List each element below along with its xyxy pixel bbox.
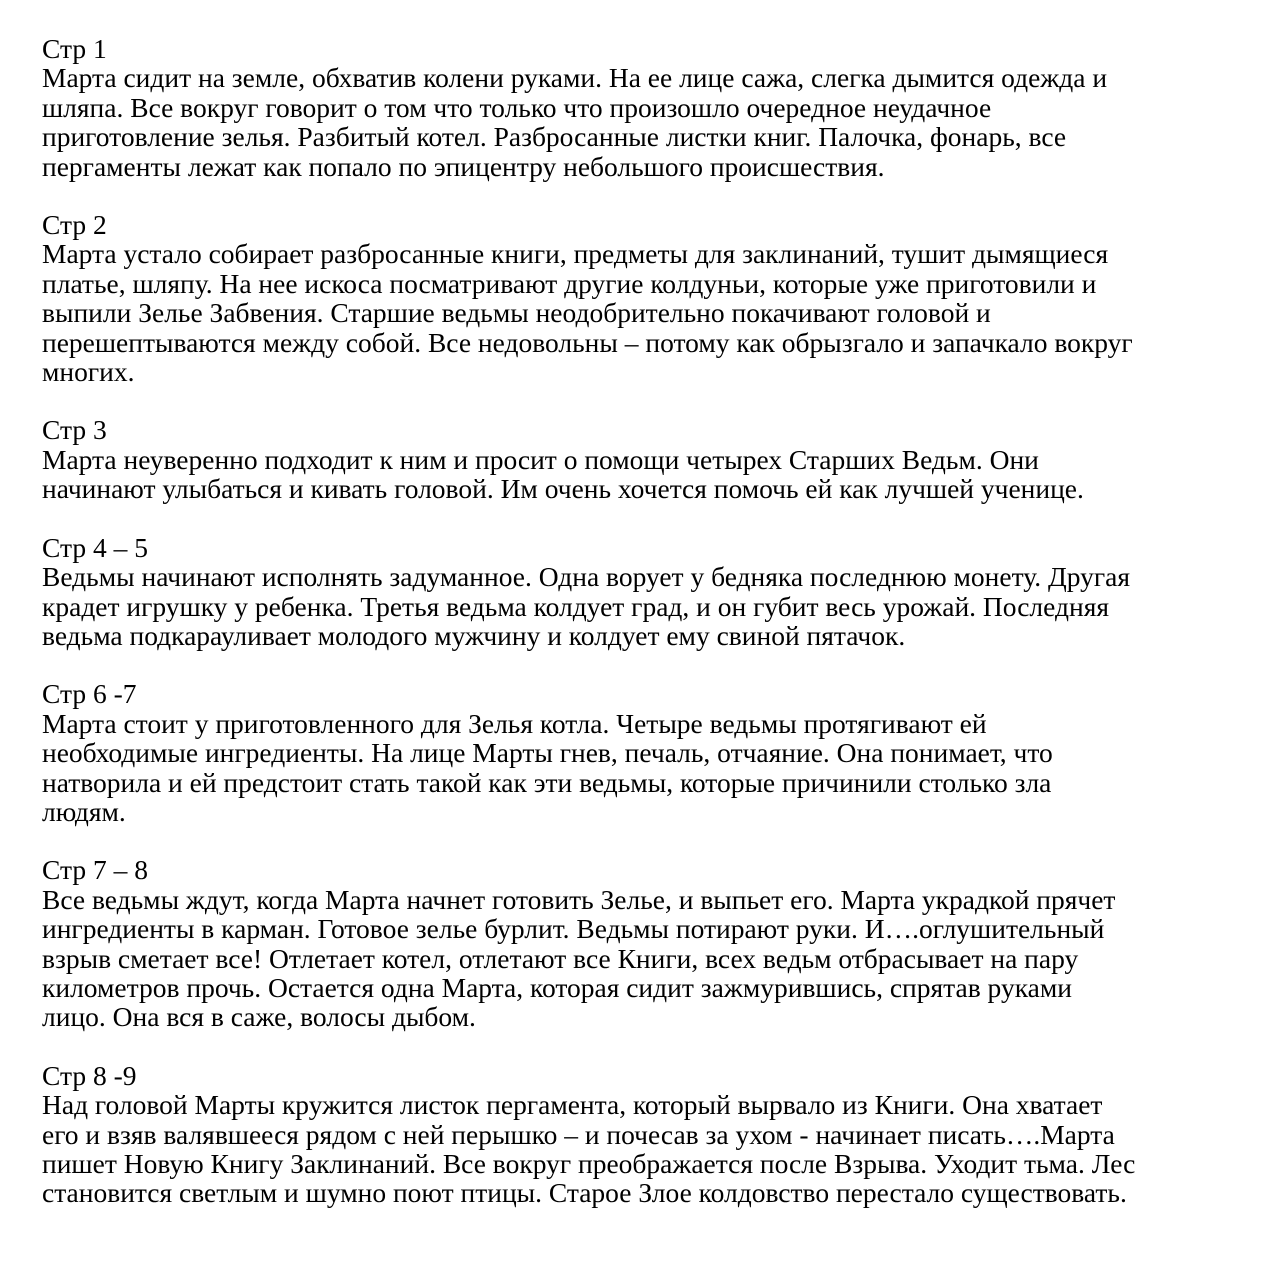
section-text: Марта устало собирает разбросанные книги, предметы для заклинаний, тушит дымящиеся платье, шляпу. На нее искоса посматривают другие колдуньи, которые уже приготовили и выпили Зелье Забвения. Старшие ведьмы неодобрительно покачивают головой и перешептываются между собой. Все недовольны – потому как обрызгало и запачкало вокруг многих. <box>42 238 1133 388</box>
section-page-7-8 <box>42 855 1262 1031</box>
section-heading: Стр 6 -7 <box>42 678 137 710</box>
section-heading: Стр 7 – 8 <box>42 854 148 886</box>
section-text: Марта сидит на земле, обхватив колени руками. На ее лице сажа, слегка дымится одежда и шляпа. Все вокруг говорит о том что только что произошло очередное неудачное приготовление зелья. Разбитый котел. Разбросанные листки книг. Палочка, фонарь, все пергаменты лежат как попало по эпицентру небольшого происшествия. <box>42 62 1108 182</box>
section-page-2 <box>42 210 1262 386</box>
section-text: Марта неуверенно подходит к ним и просит о помощи четырех Старших Ведьм. Они начинают улыбаться и кивать головой. Им очень хочется помочь ей как лучшей ученице. <box>42 443 1084 505</box>
section-heading: Стр 2 <box>42 209 107 241</box>
section-page-8-9 <box>42 1061 1262 1208</box>
section-heading: Стр 1 <box>42 33 107 64</box>
section-page-6-7 <box>42 679 1262 826</box>
document-page <box>42 34 1262 1237</box>
section-page-4-5 <box>42 533 1262 651</box>
section-heading: Стр 8 -9 <box>42 1059 137 1091</box>
section-page-1 <box>42 34 1262 181</box>
section-text: Марта стоит у приготовленного для Зелья котла. Четыре ведьмы протягивают ей необходимые ингредиенты. На лице Марты гнев, печаль, отчаяние. Она понимает, что натворила и ей предстоит стать такой как эти ведьмы, которые причинили столько зла людям. <box>42 707 1053 827</box>
section-heading: Стр 3 <box>42 414 107 446</box>
section-text: Над головой Марты кружится листок пергамента, который вырвало из Книги. Она хватает его и взяв валявшееся рядом с ней перышко – и почесав за ухом - начинает писать….Марта пишет Новую Книгу Заклинаний. Все вокруг преображается после Взрыва. Уходит тьма. Лес становится светлым и шумно поют птицы. Старое Злое колдовство перестало существовать. <box>42 1089 1136 1209</box>
section-text: Все ведьмы ждут, когда Марта начнет готовить Зелье, и выпьет его. Марта украдкой прячет ингредиенты в карман. Готовое зелье бурлит. Ведьмы потирают руки. И….оглушительный взрыв сметает все! Отлетает котел, отлетают все Книги, всех ведьм отбрасывает на пару километров прочь. Остается одна Марта, которая сидит зажмурившись, спрятав руками лицо. Она вся в саже, волосы дыбом. <box>42 883 1116 1033</box>
section-text: Ведьмы начинают исполнять задуманное. Одна ворует у бедняка последнюю монету. Другая крадет игрушку у ребенка. Третья ведьма колдует град, и он губит весь урожай. Последняя ведьма подкарауливает молодого мужчину и колдует ему свиной пятачок. <box>42 561 1131 651</box>
section-page-3 <box>42 415 1262 503</box>
section-heading: Стр 4 – 5 <box>42 531 148 563</box>
